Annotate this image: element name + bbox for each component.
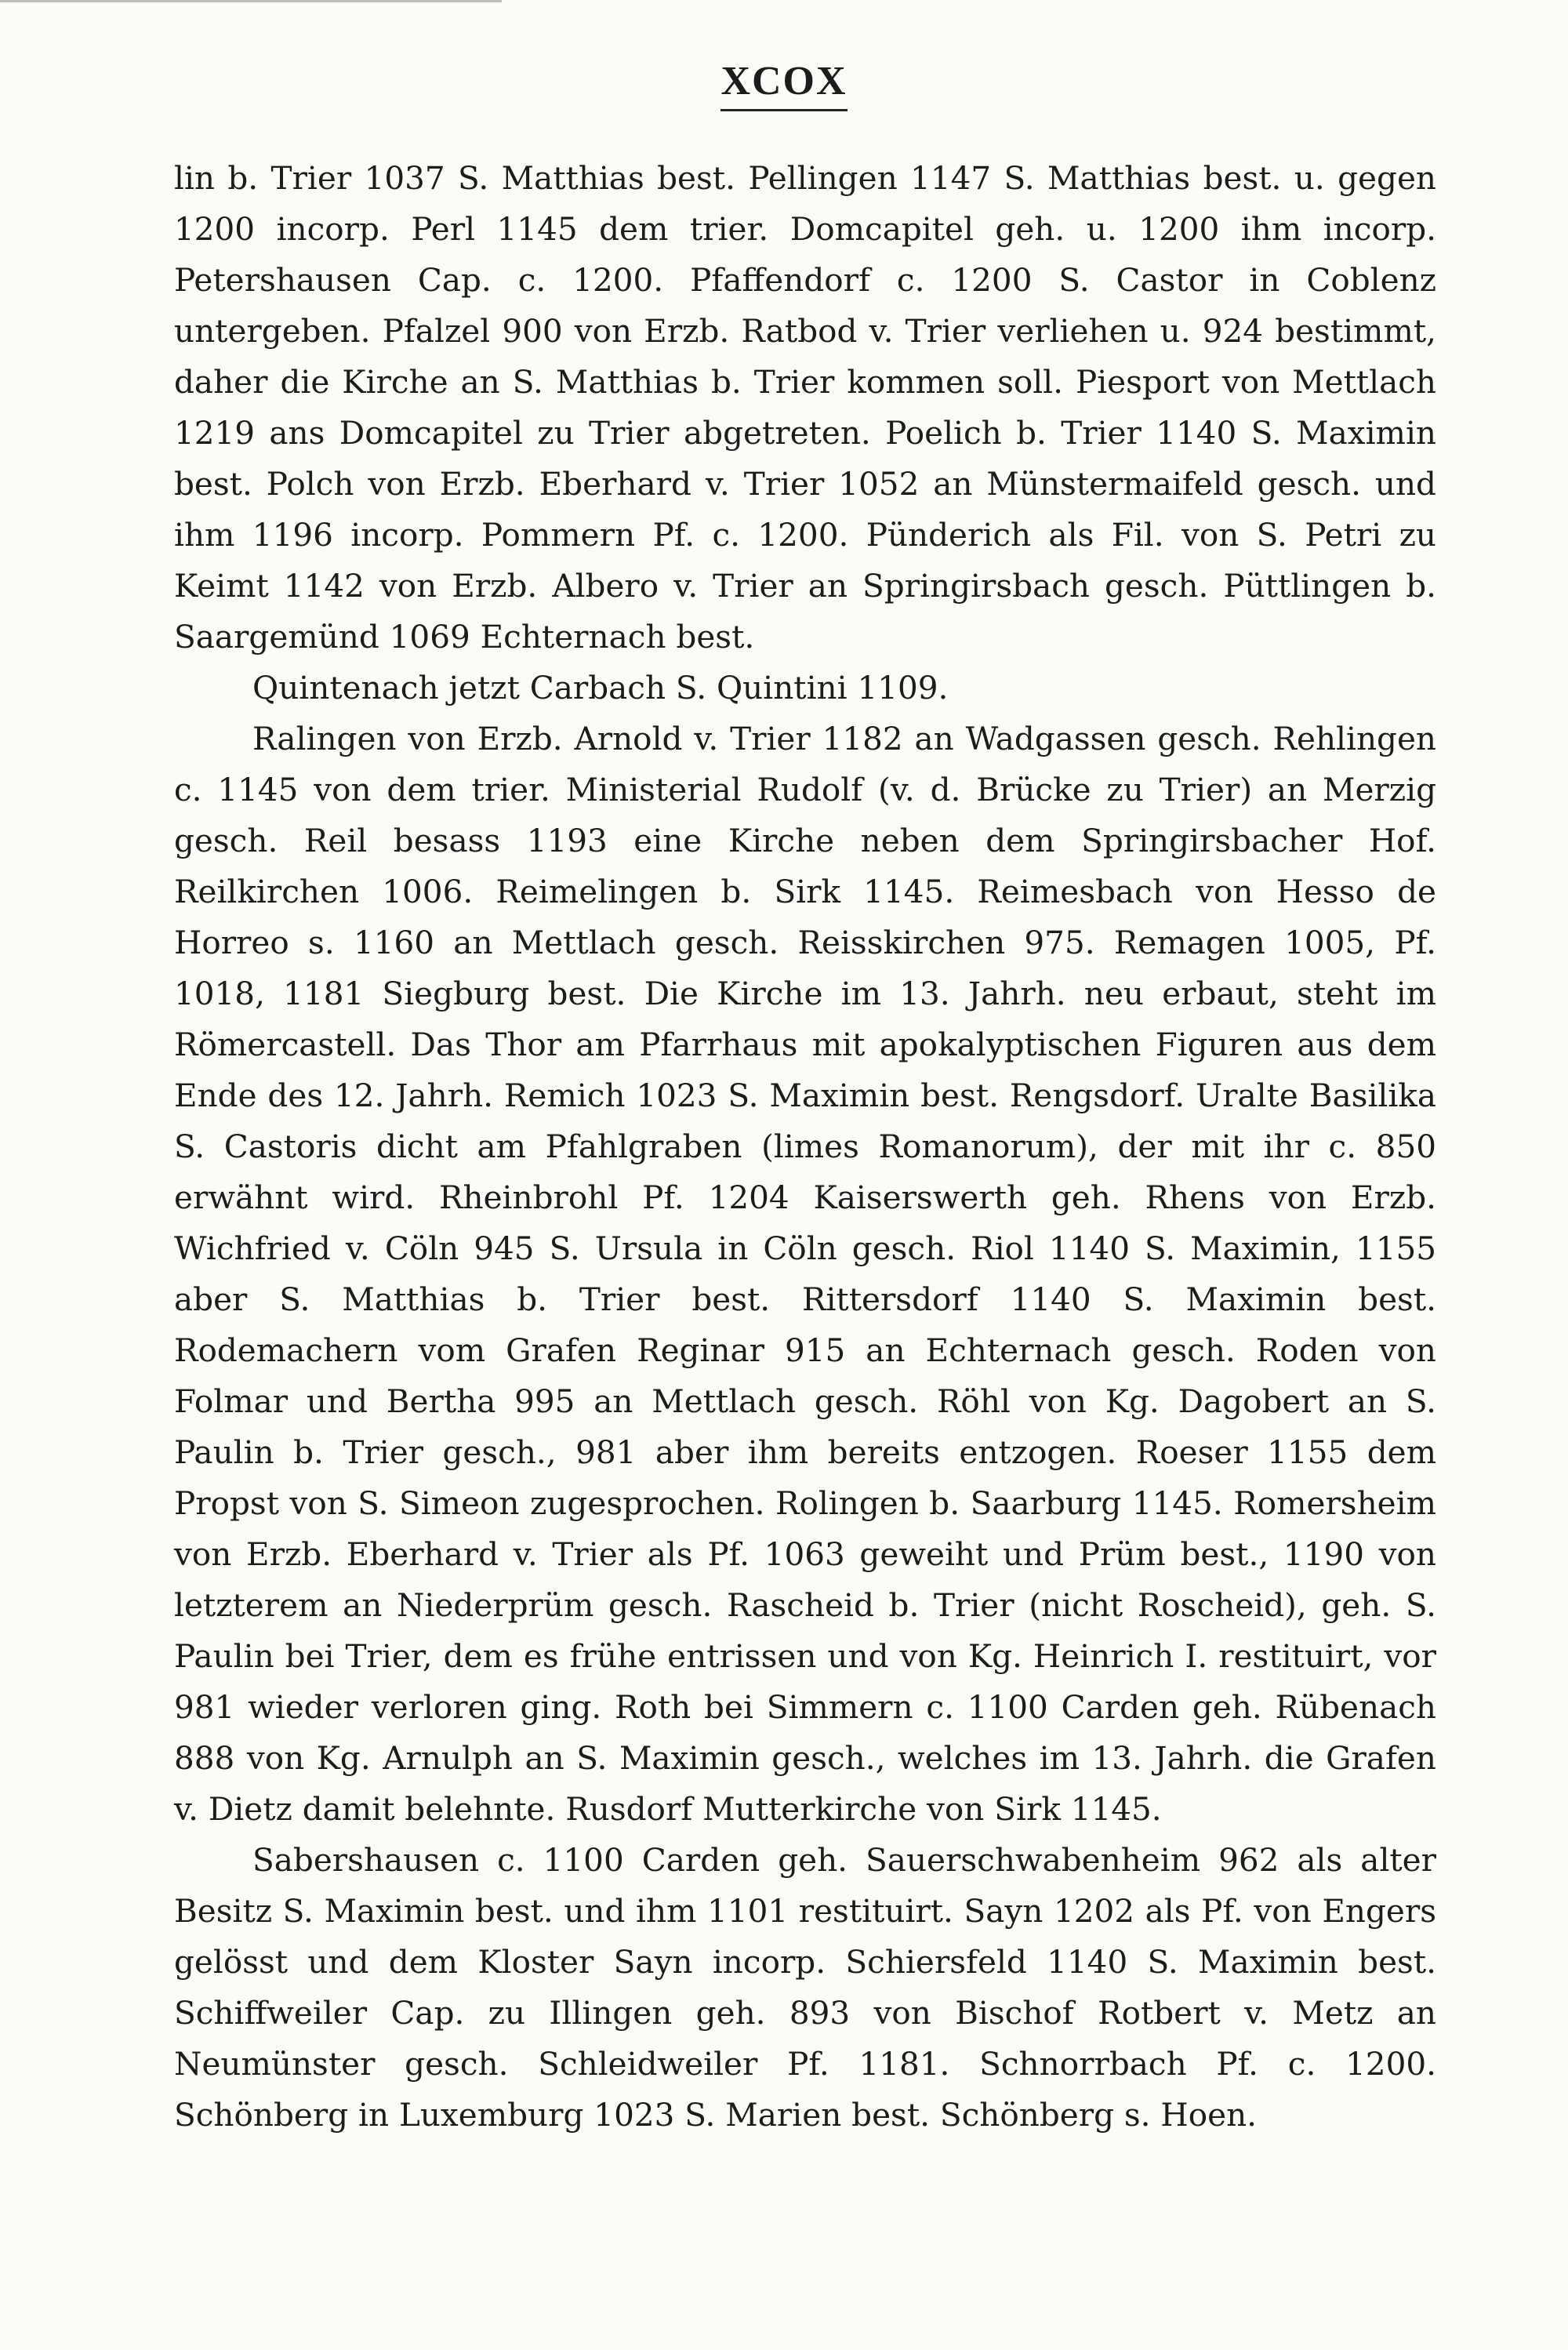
paragraph-p-continuation: lin b. Trier 1037 S. Matthias best. Pellingen 1147 S. Matthias best. u. gegen 1200 incorp. Perl 1145 dem trier. Domcapitel geh. u. 1200 ihm incorp. Petershausen Cap. c. 1200. Pfaffendorf c. 1200 S. Castor in Coblenz untergeben. Pfalzel 900 von Erzb. Ratbod v. Trier verliehen u. 924 bestimmt, daher die Kirche an S. Matthias b. Trier kommen soll. Piesport von Mettlach 1219 ans Domcapitel zu Trier abgetreten. Poelich b. Trier 1140 S. Maximin best. Polch von Erzb. Eberhard v. Trier 1052 an Münstermaifeld gesch. und ihm 1196 incorp. Pommern Pf. c. 1200. Pünderich als Fil. von S. Petri zu Keimt 1142 von Erzb. Albero v. Trier an Springirsbach gesch. Püttlingen b. Saargemünd 1069 Echternach best. (174, 159, 1436, 656)
paragraph-q-entries: Quintenach jetzt Carbach S. Quintini 1109. (252, 669, 949, 706)
top-edge-rule (0, 0, 502, 2)
paragraph-r-entries: Ralingen von Erzb. Arnold v. Trier 1182 an Wadgassen gesch. Rehlingen c. 1145 von dem trier. Ministerial Rudolf (v. d. Brücke zu Trier) an Merzig gesch. Reil besass 1193 eine Kirche neben dem Springirsbacher Hof. Reilkirchen 1006. Reimelingen b. Sirk 1145. Reimesbach von Hesso de Horreo s. 1160 an Mettlach gesch. Reisskirchen 975. Remagen 1005, Pf. 1018, 1181 Siegburg best. Die Kirche im 13. Jahrh. neu erbaut, steht im Römercastell. Das Thor am Pfarrhaus mit apokalyptischen Figuren aus dem Ende des 12. Jahrh. Remich 1023 S. Maximin best. Rengsdorf. Uralte Basilika S. Castoris dicht am Pfahlgraben (limes Romanorum), der mit ihr c. 850 erwähnt wird. Rheinbrohl Pf. 1204 Kaiserswerth geh. Rhens von Erzb. Wichfried v. Cöln 945 S. Ursula in Cöln gesch. Riol 1140 S. Maximin, 1155 aber S. Matthias b. Trier best. Rittersdorf 1140 S. Maximin best. Rodemachern vom Grafen Reginar 915 an Echternach gesch. Roden von Folmar und Bertha 995 an Mettlach gesch. Röhl von Kg. Dagobert an S. Paulin b. Trier gesch., 981 aber ihm bereits entzogen. Roeser 1155 dem Propst von S. Simeon zugesprochen. Rolingen b. Saarburg 1145. Romersheim von Erzb. Eberhard v. Trier als Pf. 1063 geweiht und Prüm best., 1190 von letzterem an Niederprüm gesch. Rascheid b. Trier (nicht Roscheid), geh. S. Paulin bei Trier, dem es frühe entrissen und von Kg. Heinrich I. restituirt, vor 981 wieder verloren ging. Roth bei Simmern c. 1100 Carden geh. Rübenach 888 von Kg. Arnulph an S. Maximin gesch., welches im 13. Jahrh. die Grafen v. Dietz damit belehnte. Rusdorf Mutterkirche von Sirk 1145. (174, 720, 1436, 1828)
page-body (174, 153, 1436, 2141)
paragraph-s-entries: Sabershausen c. 1100 Carden geh. Sauerschwabenheim 962 als alter Besitz S. Maximin best. und ihm 1101 restituirt. Sayn 1202 als Pf. von Engers gelösst und dem Kloster Sayn incorp. Schiersfeld 1140 S. Maximin best. Schiffweiler Cap. zu Illingen geh. 893 von Bischof Rotbert v. Metz an Neumünster gesch. Schleidweiler Pf. 1181. Schnorrbach Pf. c. 1200. Schönberg in Luxemburg 1023 S. Marien best. Schönberg s. Hoen. (174, 1841, 1436, 2134)
page-header (0, 58, 1568, 111)
page-number: XCOX (720, 58, 847, 111)
